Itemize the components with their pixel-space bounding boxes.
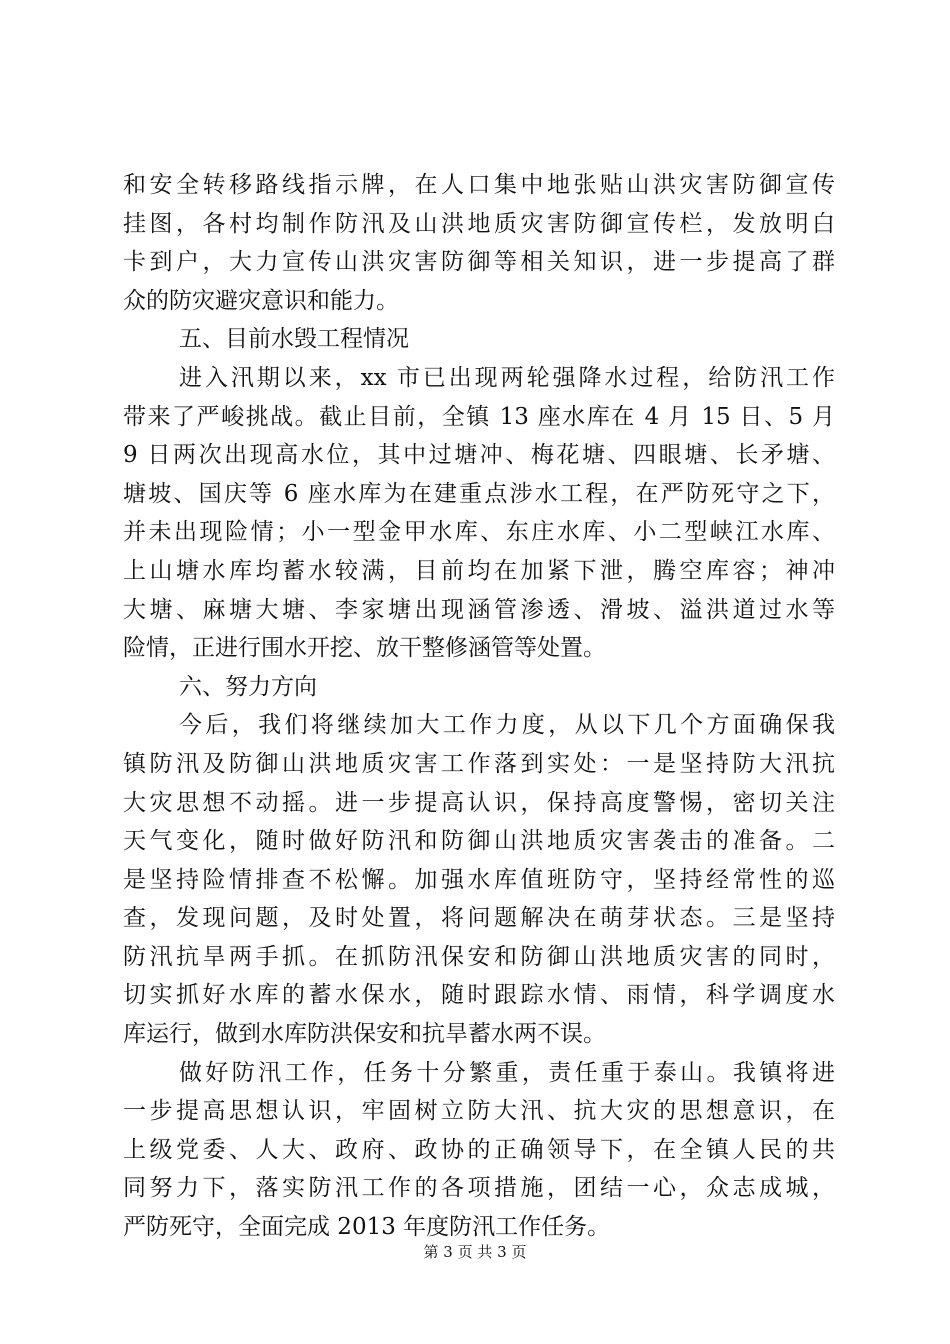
paragraph-line: 切实抓好水库的蓄水保水，随时跟踪水情、雨情，科学调度水: [123, 982, 835, 1009]
paragraph-line: 做好防汛工作，任务十分繁重，责任重于泰山。我镇将进: [179, 1059, 835, 1086]
paragraph-line: 天气变化，随时做好防汛和防御山洪地质灾害袭击的准备。二: [123, 828, 835, 855]
paragraph-line: 今后，我们将继续加大工作力度，从以下几个方面确保我: [179, 712, 835, 739]
paragraph-line: 一步提高思想认识，牢固树立防大汛、抗大灾的思想意识，在: [123, 1098, 835, 1125]
paragraph-line: 进入汛期以来，xx 市已出现两轮强降水过程，给防汛工作: [179, 364, 835, 391]
paragraph-line: 和安全转移路线指示牌，在人口集中地张贴山洪灾害防御宣传: [123, 172, 835, 198]
paragraph-line: 大塘、麻塘大塘、李家塘出现涵管渗透、滑坡、溢洪道过水等: [123, 596, 835, 623]
page-footer: [0, 1242, 950, 1262]
section-heading: 六、努力方向: [179, 673, 317, 700]
paragraph-line: 大灾思想不动摇。进一步提高认识，保持高度警惕，密切关注: [123, 789, 835, 816]
paragraph-line: 卡到户，大力宣传山洪灾害防御等相关知识，进一步提高了群: [123, 249, 835, 276]
paragraph-line: 库运行，做到水库防洪保安和抗旱蓄水两不误。: [123, 1021, 606, 1048]
paragraph-line: 是坚持险情排查不松懈。加强水库值班防守，坚持经常性的巡: [123, 866, 835, 893]
paragraph-line: 并未出现险情；小一型金甲水库、东庄水库、小二型峡江水库、: [123, 519, 835, 546]
paragraph-line: 严防死守，全面完成 2013 年度防汛工作任务。: [123, 1214, 611, 1241]
paragraph-line: 险情，正进行围水开挖、放干整修涵管等处置。: [123, 635, 606, 662]
paragraph-line: 9 日两次出现高水位，其中过塘冲、梅花塘、四眼塘、长矛塘、: [123, 442, 835, 469]
paragraph-line: 镇防汛及防御山洪地质灾害工作落到实处：一是坚持防大汛抗: [123, 750, 835, 777]
paragraph-line: 同努力下，落实防汛工作的各项措施，团结一心，众志成城，: [123, 1175, 835, 1202]
paragraph-line: 上级党委、人大、政府、政协的正确领导下，在全镇人民的共: [123, 1136, 835, 1163]
paragraph-line: 塘坡、国庆等 6 座水库为在建重点涉水工程，在严防死守之下，: [123, 480, 835, 507]
page-number: 第 3 页 共 3 页: [423, 1243, 527, 1261]
paragraph-line: 查，发现问题，及时处置，将问题解决在萌芽状态。三是坚持: [123, 905, 835, 932]
document-body: [123, 166, 835, 1247]
section-heading: 五、目前水毁工程情况: [179, 326, 409, 353]
paragraph-line: 挂图，各村均制作防汛及山洪地质灾害防御宣传栏，发放明白: [123, 210, 835, 237]
paragraph-line: 众的防灾避灾意识和能力。: [123, 287, 399, 314]
paragraph-line: 上山塘水库均蓄水较满，目前均在加紧下泄，腾空库容；神冲: [123, 557, 835, 584]
paragraph-line: 防汛抗旱两手抓。在抓防汛保安和防御山洪地质灾害的同时，: [123, 943, 835, 970]
paragraph-line: 带来了严峻挑战。截止目前，全镇 13 座水库在 4 月 15 日、5 月: [123, 403, 835, 430]
